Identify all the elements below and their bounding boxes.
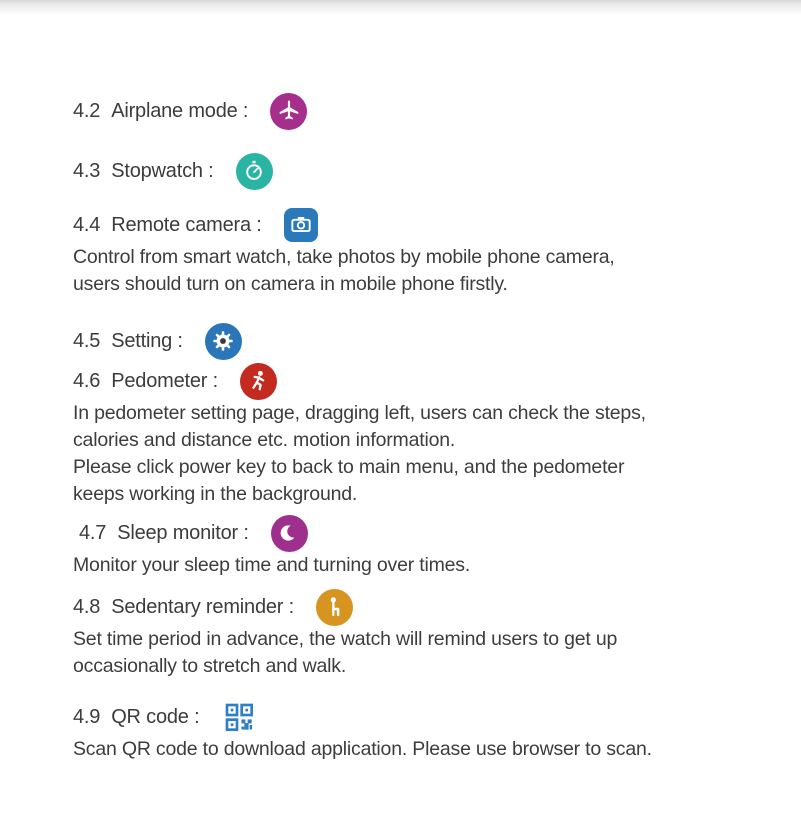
section-number: 4.4 — [73, 213, 101, 236]
section-pedometer — [73, 362, 771, 508]
qr-code-glyph — [223, 701, 255, 733]
section-sedentary-reminder — [73, 588, 771, 680]
body-text: In pedometer setting page, dragging left, users can check the steps, — [73, 402, 646, 424]
camera-glyph — [288, 212, 314, 238]
section-heading — [73, 206, 771, 244]
body-text: users should turn on camera in mobile phone firstly. — [73, 273, 508, 295]
section-heading — [73, 362, 771, 400]
section-heading — [73, 92, 771, 130]
body-text: Please click power key to back to main menu, and the pedometer — [73, 456, 625, 478]
section-title: QR code : — [111, 705, 200, 728]
section-number: 4.9 — [73, 705, 101, 728]
section-stopwatch — [73, 152, 771, 190]
section-heading — [73, 698, 771, 736]
section-number: 4.3 — [73, 159, 101, 182]
section-title: Setting : — [111, 329, 183, 352]
qr-code-icon — [221, 699, 257, 735]
runner-glyph — [245, 368, 271, 394]
section-setting — [73, 322, 771, 360]
moon-glyph — [276, 520, 302, 546]
body-text: Monitor your sleep time and turning over times. — [73, 554, 471, 576]
section-number: 4.5 — [73, 329, 101, 352]
runner-icon — [240, 363, 277, 400]
section-heading — [73, 514, 771, 552]
section-remote-camera — [73, 206, 771, 298]
gear-glyph — [210, 328, 236, 354]
camera-icon — [284, 208, 318, 242]
body-text: Control from smart watch, take photos by mobile phone camera, — [73, 246, 615, 268]
section-qr-code — [73, 698, 771, 763]
section-title: Airplane mode : — [111, 99, 249, 122]
section-title: Sleep monitor : — [117, 521, 249, 544]
stopwatch-glyph — [241, 158, 267, 184]
seated-person-glyph — [321, 594, 347, 620]
airplane-icon — [270, 93, 307, 130]
section-heading — [73, 588, 771, 626]
section-number: 4.6 — [73, 369, 101, 392]
section-sleep-monitor — [73, 514, 771, 579]
section-heading — [73, 322, 771, 360]
gear-icon — [205, 323, 242, 360]
body-text: occasionally to stretch and walk. — [73, 655, 347, 677]
body-text: keeps working in the background. — [73, 483, 358, 505]
section-title: Remote camera : — [111, 213, 262, 236]
section-number: 4.7 — [79, 521, 107, 544]
body-text: calories and distance etc. motion information. — [73, 429, 456, 451]
body-text: Scan QR code to download application. Please use browser to scan. — [73, 738, 652, 760]
body-text: Set time period in advance, the watch will remind users to get up — [73, 628, 618, 650]
section-number: 4.8 — [73, 595, 101, 618]
moon-icon — [271, 515, 308, 552]
section-heading — [73, 152, 771, 190]
stopwatch-icon — [236, 153, 273, 190]
section-title: Pedometer : — [111, 369, 218, 392]
section-title: Stopwatch : — [111, 159, 214, 182]
seated-person-icon — [316, 589, 353, 626]
section-number: 4.2 — [73, 99, 101, 122]
airplane-glyph — [276, 98, 302, 124]
section-title: Sedentary reminder : — [111, 595, 294, 618]
section-airplane-mode — [73, 92, 771, 130]
